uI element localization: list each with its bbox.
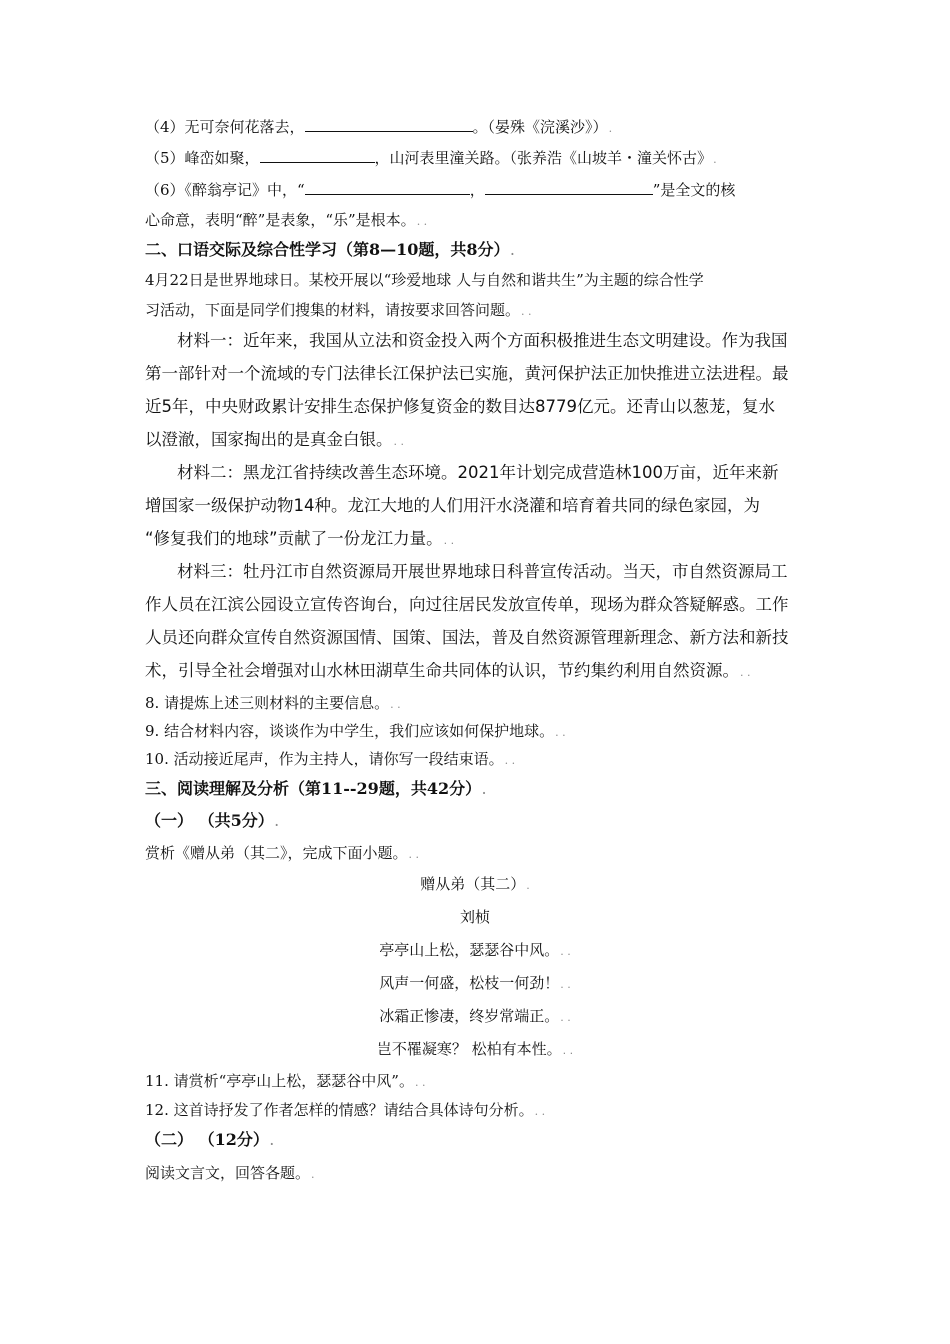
poem-line-2: 风声一何盛，松枝一何劲！. . — [379, 974, 571, 992]
question-11: 11. 请赏析“亭亭山上松，瑟瑟谷中风”。. . — [145, 1072, 426, 1090]
q4-line: （4）无可奈何花落去， 。（晏殊《浣溪沙》）. — [145, 118, 613, 136]
q6-blank-2[interactable] — [485, 180, 653, 195]
q5-line: （5）峰峦如聚， ，山河表里潼关路。（张养浩《山坡羊・潼关怀古》. — [145, 149, 717, 167]
poem-title: 赠从弟（其二）. — [420, 875, 530, 893]
poem-line-4: 岂不罹凝寒？ 松柏有本性。. . — [376, 1040, 574, 1058]
poem-line-1: 亭亭山上松，瑟瑟谷中风。. . — [379, 941, 571, 959]
q6-prompt: （6）《醉翁亭记》中，“ — [145, 181, 305, 199]
question-9: 9. 结合材料内容，谈谈作为中学生，我们应该如何保护地球。. . — [145, 722, 566, 740]
q4-prompt: （4）无可奈何花落去， — [145, 118, 305, 136]
q4-blank[interactable] — [305, 117, 473, 132]
section-2-title: 二、口语交际及综合性学习（第8—10题，共8分）. — [145, 240, 515, 259]
material-2: 材料二：黑龙江省持续改善生态环境。2021年计划完成营造林100万亩，近年来新 — [177, 463, 779, 482]
section-3-title: 三、阅读理解及分析（第11--29题，共42分）. — [145, 779, 486, 798]
material-3: 材料三：牡丹江市自然资源局开展世界地球日科普宣传活动。当天，市自然资源局工 — [177, 562, 788, 581]
part-2-intro: 阅读文言文，回答各题。. — [145, 1164, 315, 1182]
q5-blank[interactable] — [260, 148, 375, 163]
question-8: 8. 请提炼上述三则材料的主要信息。. . — [145, 694, 401, 712]
q6-blank-1[interactable] — [305, 180, 470, 195]
material-1: 材料一：近年来，我国从立法和资金投入两个方面积极推进生态文明建设。作为我国 — [177, 331, 788, 350]
q6-tail: ”是全文的核 — [652, 181, 736, 199]
poem-line-3: 冰霜正惨凄，终岁常端正。. . — [379, 1007, 571, 1025]
q5-source: ，山河表里潼关路。（张养浩《山坡羊・潼关怀古》 — [374, 149, 713, 167]
question-12: 12. 这首诗抒发了作者怎样的情感？请结合具体诗句分析。. . — [145, 1101, 546, 1119]
section-2-intro-2: 习活动，下面是同学们搜集的材料，请按要求回答问题。. . — [145, 301, 532, 319]
exam-page: （4）无可奈何花落去， 。（晏殊《浣溪沙》）. （5）峰峦如聚， ，山河表里潼关路。（张养浩《山坡羊・潼关怀古》. （6）《醉翁亭记》中，“ ， ”是全文的核 心命意，表明“醉”是表象，“乐”是根本。. . 二、口语交际及综合性学习（第8—10题，共8分）. 4月22日是世界地球日。某校开展以“珍爱地球 人与自然和谐共生”为主题的综合性学 习活动，下面是同学们搜集的材料，请按要求回答问题。. . 材料一：近年来，我国从立法和资金投入两个方面积极推进生态文明建设。作为我国 第一部针对一个流域的专门法律长江保护法已实施，黄河保护法正加快推进立法进程。最 近5年，中央财政累计安排生态保护修复资金的数目达8779亿元。还青山以葱茏，复水 以澄澈，国家掏出的是真金白银。. . 材料二：黑龙江省持续改善生态环境。2021年计划完成营造林100万亩，近年来新 增国家一级保护动物14种。龙江大地的人们用汗水浇灌和培育着共同的绿色家园，为 “修复我们的地球”贡献了一份龙江力量。. . 材料三：牡丹江市自然资源局开展世界地球日科普宣传活动。当天，市自然资源局工 作人员在江滨公园设立宣传咨询台，向过往居民发放宣传单，现场为群众答疑解惑。工作 人员还向群众宣传自然资源国情、国策、国法，普及自然资源管理新理念、新方法和新技 术，引导全社会增强对山水林田湖草生命共同体的认识，节约集约利用自然资源。. . 8. 请提炼上述三则材料的主要信息。. . 9. 结合材料内容，谈谈作为中学生，我们应该如何保护地球。. . 10. 活动接近尾声，作为主持人，请你写一段结束语。. . 三、阅读理解及分析（第11--29题，共42分）. （一） （共5分）. 赏析《赠从弟（其二》，完成下面小题。. . 赠从弟（其二）. 刘桢 亭亭山上松，瑟瑟谷中风。. . 风声一何盛，松枝一何劲！. . 冰霜正惨凄，终岁常端正。. . 岂不罹凝寒？ 松柏有本性。. . 11. 请赏析“亭亭山上松，瑟瑟谷中风”。. . 12. 这首诗抒发了作者怎样的情感？请结合具体诗句分析。. . （二） （12分）. 阅读文言文，回答各题。. — [0, 0, 950, 1344]
section-2-intro: 4月22日是世界地球日。某校开展以“珍爱地球 人与自然和谐共生”为主题的综合性学 — [145, 271, 704, 289]
q6-line-2: 心命意，表明“醉”是表象，“乐”是根本。. . — [145, 211, 428, 229]
part-1-title: （一） （共5分）. — [145, 811, 279, 830]
poem-author: 刘桢 — [459, 908, 490, 926]
part-1-intro: 赏析《赠从弟（其二》，完成下面小题。. . — [145, 844, 420, 862]
q4-source: 。（晏殊《浣溪沙》） — [472, 118, 608, 136]
part-2-title: （二） （12分）. — [145, 1130, 274, 1149]
q5-prompt: （5）峰峦如聚， — [145, 149, 260, 167]
question-10: 10. 活动接近尾声，作为主持人，请你写一段结束语。. . — [145, 750, 516, 768]
q6-line: （6）《醉翁亭记》中，“ ， ”是全文的核 — [145, 181, 736, 199]
